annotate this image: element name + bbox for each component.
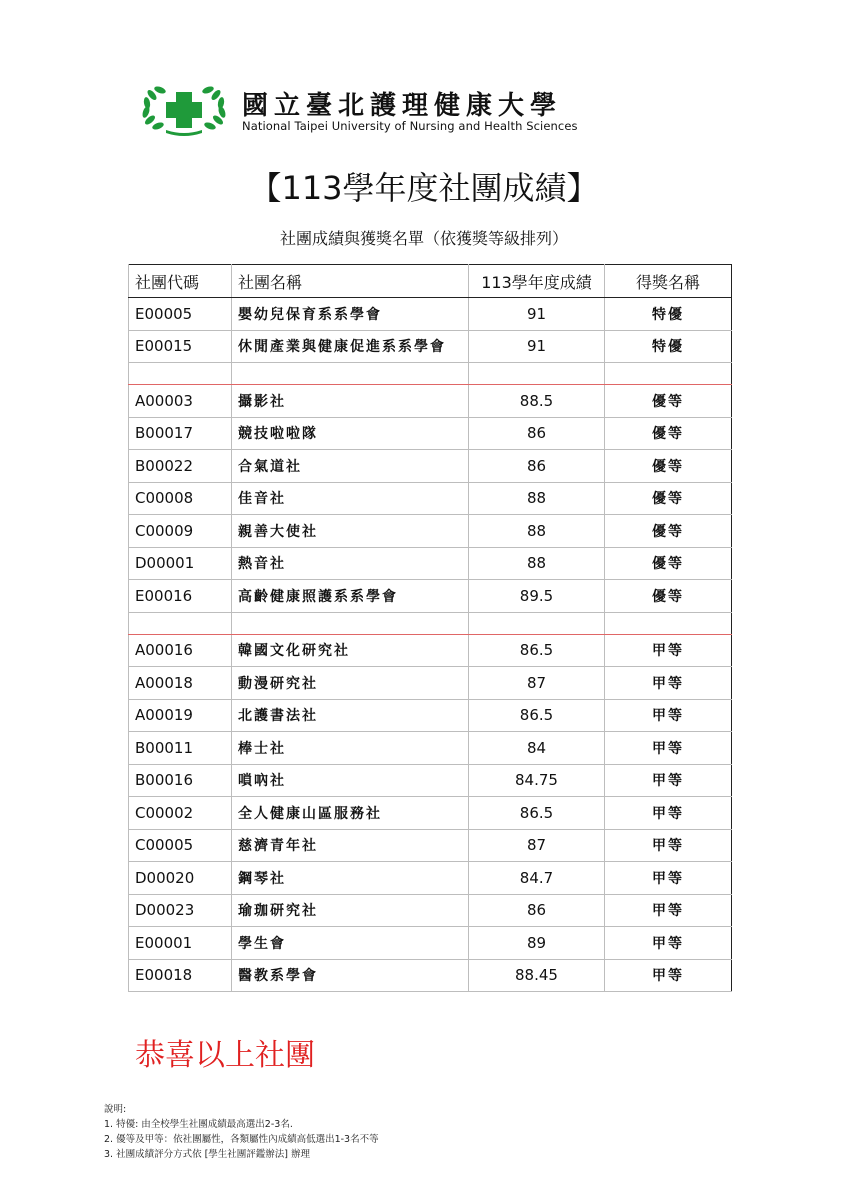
table-header-row — [129, 265, 732, 298]
club-code-cell: B00011 — [129, 732, 232, 765]
award-cell: 甲等 — [605, 732, 732, 765]
table-row — [129, 385, 732, 418]
header-club-name: 社團名稱 — [232, 265, 469, 298]
score-cell: 87 — [469, 667, 605, 700]
club-name-cell: 瑜珈研究社 — [232, 894, 469, 927]
score-cell: 88.5 — [469, 385, 605, 418]
table-row — [129, 927, 732, 960]
club-name-cell: 鋼琴社 — [232, 862, 469, 895]
club-name-cell: 攝影社 — [232, 385, 469, 418]
award-cell: 甲等 — [605, 634, 732, 667]
score-cell: 87 — [469, 829, 605, 862]
award-cell: 優等 — [605, 515, 732, 548]
score-cell: 86 — [469, 450, 605, 483]
note-item-3: 3. 社團成績評分方式依 [學生社團評鑑辦法] 辦理 — [104, 1149, 311, 1160]
score-cell: 89 — [469, 927, 605, 960]
green-cross-laurel-logo-icon — [138, 84, 230, 136]
club-code-cell: C00008 — [129, 482, 232, 515]
header-score: 113學年度成績 — [469, 265, 605, 298]
club-code-cell: C00002 — [129, 797, 232, 830]
club-name-cell: 學生會 — [232, 927, 469, 960]
award-cell: 甲等 — [605, 959, 732, 992]
score-cell: 86 — [469, 417, 605, 450]
award-cell: 甲等 — [605, 699, 732, 732]
score-cell: 84.75 — [469, 764, 605, 797]
club-code-cell: B00017 — [129, 417, 232, 450]
score-cell: 86.5 — [469, 634, 605, 667]
separator-cell — [469, 363, 605, 385]
separator-cell — [232, 612, 469, 634]
club-name-cell: 醫教系學會 — [232, 959, 469, 992]
table-row — [129, 699, 732, 732]
club-name-cell: 嗩吶社 — [232, 764, 469, 797]
separator-cell — [605, 363, 732, 385]
table-row — [129, 894, 732, 927]
table-row — [129, 764, 732, 797]
club-code-cell: D00023 — [129, 894, 232, 927]
club-code-cell: D00020 — [129, 862, 232, 895]
separator-cell — [605, 612, 732, 634]
table-row — [129, 547, 732, 580]
club-name-cell: 嬰幼兒保育系系學會 — [232, 298, 469, 331]
table-row — [129, 450, 732, 483]
score-cell: 91 — [469, 298, 605, 331]
award-cell: 優等 — [605, 547, 732, 580]
score-cell: 89.5 — [469, 580, 605, 613]
table-row — [129, 959, 732, 992]
notes-heading: 說明: — [104, 1104, 127, 1115]
club-name-cell: 北護書法社 — [232, 699, 469, 732]
club-code-cell: C00005 — [129, 829, 232, 862]
table-row — [129, 732, 732, 765]
club-code-cell: E00001 — [129, 927, 232, 960]
table-row — [129, 330, 732, 363]
club-name-cell: 動漫研究社 — [232, 667, 469, 700]
table-row — [129, 417, 732, 450]
club-code-cell: A00019 — [129, 699, 232, 732]
header-award: 得獎名稱 — [605, 265, 732, 298]
score-cell: 84 — [469, 732, 605, 765]
club-code-cell: A00016 — [129, 634, 232, 667]
club-name-cell: 休閒產業與健康促進系系學會 — [232, 330, 469, 363]
score-cell: 88 — [469, 547, 605, 580]
table-row — [129, 667, 732, 700]
university-name-cn: 國立臺北護理健康大學 — [242, 91, 563, 121]
club-name-cell: 合氣道社 — [232, 450, 469, 483]
award-cell: 甲等 — [605, 829, 732, 862]
score-cell: 86.5 — [469, 699, 605, 732]
table-row — [129, 862, 732, 895]
club-code-cell: E00016 — [129, 580, 232, 613]
award-cell: 優等 — [605, 580, 732, 613]
university-header — [138, 82, 658, 138]
table-row — [129, 482, 732, 515]
club-code-cell: E00005 — [129, 298, 232, 331]
table-body — [129, 298, 732, 992]
award-cell: 甲等 — [605, 894, 732, 927]
club-name-cell: 親善大使社 — [232, 515, 469, 548]
table-row — [129, 515, 732, 548]
separator-cell — [469, 612, 605, 634]
club-name-cell: 佳音社 — [232, 482, 469, 515]
club-name-cell: 高齡健康照護系系學會 — [232, 580, 469, 613]
award-cell: 優等 — [605, 482, 732, 515]
score-cell: 91 — [469, 330, 605, 363]
note-item-2: 2. 優等及甲等：依社團屬性，各類屬性內成績高低選出1-3名不等 — [104, 1134, 379, 1145]
club-name-cell: 熱音社 — [232, 547, 469, 580]
group-separator-row — [129, 363, 732, 385]
group-separator-row — [129, 612, 732, 634]
table-row — [129, 580, 732, 613]
club-name-cell: 慈濟青年社 — [232, 829, 469, 862]
score-cell: 88 — [469, 482, 605, 515]
score-cell: 88.45 — [469, 959, 605, 992]
table-row — [129, 634, 732, 667]
header-club-code: 社團代碼 — [129, 265, 232, 298]
table-row — [129, 797, 732, 830]
club-code-cell: B00016 — [129, 764, 232, 797]
award-cell: 甲等 — [605, 797, 732, 830]
award-cell: 優等 — [605, 385, 732, 418]
separator-cell — [129, 612, 232, 634]
page-subtitle: 社團成績與獲獎名單（依獲獎等級排列） — [279, 229, 568, 248]
university-name-en: National Taipei University of Nursing and Health Sciences — [242, 119, 578, 133]
page-title: 【113學年度社團成績】 — [249, 169, 599, 207]
club-code-cell: C00009 — [129, 515, 232, 548]
club-code-cell: B00022 — [129, 450, 232, 483]
table-row — [129, 829, 732, 862]
award-cell: 優等 — [605, 417, 732, 450]
club-code-cell: E00015 — [129, 330, 232, 363]
club-name-cell: 全人健康山區服務社 — [232, 797, 469, 830]
score-cell: 88 — [469, 515, 605, 548]
award-cell: 甲等 — [605, 764, 732, 797]
club-code-cell: D00001 — [129, 547, 232, 580]
score-cell: 84.7 — [469, 862, 605, 895]
award-cell: 甲等 — [605, 862, 732, 895]
club-code-cell: A00003 — [129, 385, 232, 418]
notes-section — [104, 1102, 379, 1162]
score-cell: 86 — [469, 894, 605, 927]
separator-cell — [129, 363, 232, 385]
separator-cell — [232, 363, 469, 385]
note-item-1: 1. 特優: 由全校學生社團成績最高選出2-3名. — [104, 1119, 293, 1130]
club-code-cell: A00018 — [129, 667, 232, 700]
congratulations-text: 恭喜以上社團 — [135, 1038, 315, 1073]
club-name-cell: 韓國文化研究社 — [232, 634, 469, 667]
award-cell: 特優 — [605, 330, 732, 363]
table-row — [129, 298, 732, 331]
award-cell: 甲等 — [605, 927, 732, 960]
award-cell: 甲等 — [605, 667, 732, 700]
award-cell: 優等 — [605, 450, 732, 483]
club-code-cell: E00018 — [129, 959, 232, 992]
award-cell: 特優 — [605, 298, 732, 331]
club-name-cell: 棒士社 — [232, 732, 469, 765]
awards-table — [128, 264, 732, 992]
club-name-cell: 競技啦啦隊 — [232, 417, 469, 450]
score-cell: 86.5 — [469, 797, 605, 830]
